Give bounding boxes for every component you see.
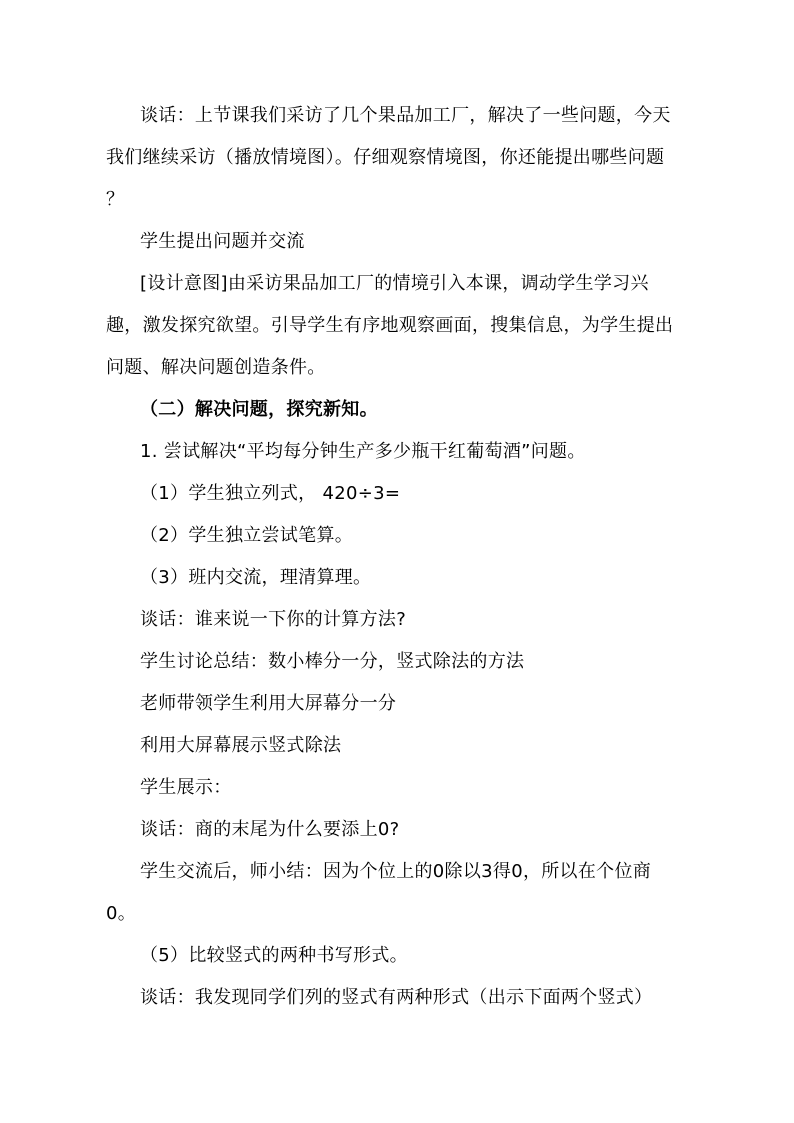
paragraph-conclusion-line-2: 0。 xyxy=(106,903,137,924)
paragraph-intro-line-3: ？ xyxy=(106,189,125,210)
section-heading-2: （二）解决问题，探究新知。 xyxy=(140,399,378,420)
paragraph-students-summary: 学生讨论总结：数小棒分一分，竖式除法的方法 xyxy=(140,651,525,672)
paragraph-design-intent-line-1: [设计意图]由采访果品加工厂的情境引入本课，调动学生学习兴 xyxy=(140,273,649,294)
paragraph-teacher-screen: 老师带领学生利用大屏幕分一分 xyxy=(140,693,397,714)
paragraph-design-intent-line-2: 趣，激发探究欲望。引导学生有序地观察画面，搜集信息，为学生提出 xyxy=(106,315,674,336)
paragraph-intro-line-1: 谈话：上节课我们采访了几个果品加工厂，解决了一些问题，今天 xyxy=(140,105,671,126)
paragraph-students-ask: 学生提出问题并交流 xyxy=(140,231,305,252)
paragraph-talk-method: 谈话：谁来说一下你的计算方法? xyxy=(140,609,407,630)
paragraph-step-1: 1. 尝试解决“平均每分钟生产多少瓶干红葡萄酒”问题。 xyxy=(140,441,586,462)
paragraph-talk-two-forms: 谈话：我发现同学们列的竖式有两种形式（出示下面两个竖式） xyxy=(140,987,653,1008)
paragraph-substep-3: （3）班内交流，理清算理。 xyxy=(140,567,372,588)
paragraph-design-intent-line-3: 问题、解决问题创造条件。 xyxy=(106,357,326,378)
paragraph-substep-1: （1）学生独立列式， 420÷3= xyxy=(140,483,401,504)
paragraph-substep-2: （2）学生独立尝试笔算。 xyxy=(140,525,354,546)
paragraph-intro-line-2: 我们继续采访（播放情境图）。仔细观察情境图，你还能提出哪些问题 xyxy=(106,147,665,168)
paragraph-talk-zero: 谈话：商的末尾为什么要添上0? xyxy=(140,819,400,840)
paragraph-screen-division: 利用大屏幕展示竖式除法 xyxy=(140,735,342,756)
paragraph-substep-5: （5）比较竖式的两种书写形式。 xyxy=(140,945,408,966)
paragraph-conclusion-line-1: 学生交流后，师小结：因为个位上的0除以3得0，所以在个位商 xyxy=(140,861,652,882)
paragraph-students-show: 学生展示： xyxy=(140,777,232,798)
